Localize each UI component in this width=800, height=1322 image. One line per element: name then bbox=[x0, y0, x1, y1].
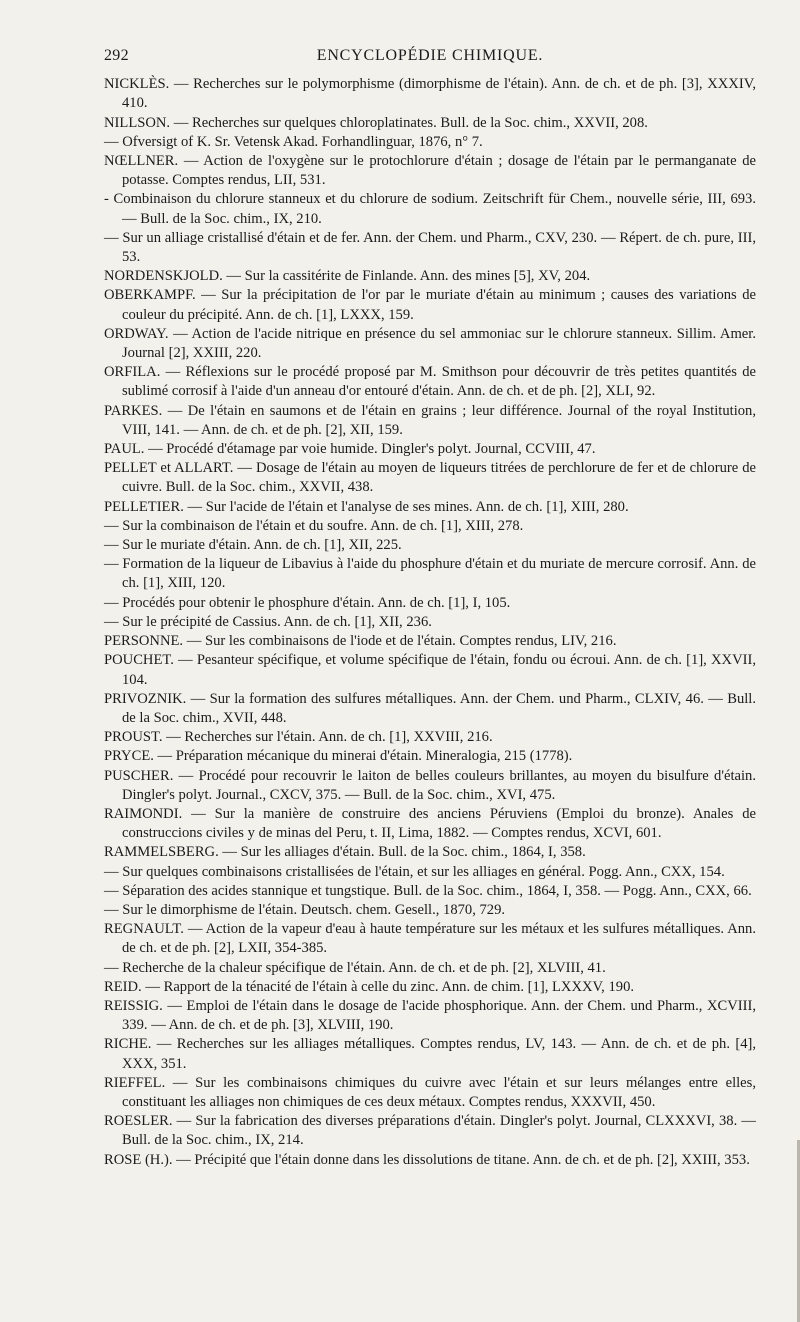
bibliography-entry: POUCHET. — Pesanteur spécifique, et volume spécifique de l'étain, fondu ou écroui. Ann. de ch. [1], XXVII, 104. bbox=[104, 652, 756, 688]
bibliography-entry: PERSONNE. — Sur les combinaisons de l'iode et de l'étain. Comptes rendus, LIV, 216. bbox=[104, 633, 617, 650]
bibliography-entry: — Sur le muriate d'étain. Ann. de ch. [1], XII, 225. bbox=[104, 537, 402, 554]
bibliography-entry: RAMMELSBERG. — Sur les alliages d'étain. Bull. de la Soc. chim., 1864, I, 358. bbox=[104, 844, 586, 861]
bibliography-entry: ORFILA. — Réflexions sur le procédé proposé par M. Smithson pour découvrir de très petites quantités de sublimé corrosif à l'aide d'un anneau d'or entouré d'étain. Ann. de ch. et de ph. [2], XLI, 92. bbox=[104, 364, 756, 400]
bibliography-entry: — Sur le précipité de Cassius. Ann. de ch. [1], XII, 236. bbox=[104, 613, 432, 630]
bibliography-entry: RICHE. — Recherches sur les alliages métalliques. Comptes rendus, LV, 143. — Ann. de ch. et de ph. [4], XXX, 351. bbox=[104, 1036, 756, 1072]
bibliography-entry: — Sur la combinaison de l'étain et du soufre. Ann. de ch. [1], XIII, 278. bbox=[104, 517, 524, 534]
bibliography-entry: NORDENSKJOLD. — Sur la cassitérite de Finlande. Ann. des mines [5], XV, 204. bbox=[104, 268, 591, 285]
bibliography-entry: PELLET et ALLART. — Dosage de l'étain au moyen de liqueurs titrées de perchlorure de fer et de chlorure de cuivre. Bull. de la Soc. chim., XXVII, 438. bbox=[104, 460, 756, 496]
page-body bbox=[104, 46, 756, 1170]
bibliography-entry: — Sur le dimorphisme de l'étain. Deutsch. chem. Gesell., 1870, 729. bbox=[104, 901, 506, 918]
bibliography-list bbox=[104, 75, 756, 1170]
bibliography-entry: REISSIG. — Emploi de l'étain dans le dosage de l'acide phosphorique. Ann. der Chem. und Pharm., XCVIII, 339. — Ann. de ch. et de ph. [3], XLVIII, 190. bbox=[104, 997, 756, 1034]
bibliography-entry: NŒLLNER. — Action de l'oxygène sur le protochlorure d'étain ; dosage de l'étain par le permanganate de potasse. Comptes rendus, LII, 531. bbox=[104, 153, 756, 189]
bibliography-entry: OBERKAMPF. — Sur la précipitation de l'or par le muriate d'étain au minimum ; causes des variations de couleur du précipité. Ann. de ch. [1], LXXX, 159. bbox=[104, 287, 756, 323]
bibliography-entry: PRIVOZNIK. — Sur la formation des sulfures métalliques. Ann. der Chem. und Pharm., CLXIV, 46. — Bull. de la Soc. chim., XVII, 448. bbox=[104, 690, 756, 726]
bibliography-entry: ROESLER. — Sur la fabrication des diverses préparations d'étain. Dingler's polyt. Journal, CLXXXVI, 38. — Bull. de la Soc. chim., IX, 214. bbox=[104, 1113, 756, 1149]
bibliography-entry: — Procédés pour obtenir le phosphure d'étain. Ann. de ch. [1], I, 105. bbox=[104, 594, 511, 611]
bibliography-entry: PELLETIER. — Sur l'acide de l'étain et l'analyse de ses mines. Ann. de ch. [1], XIII, 280. bbox=[104, 498, 629, 515]
bibliography-entry: PAUL. — Procédé d'étamage par voie humide. Dingler's polyt. Journal, CCVIII, 47. bbox=[104, 441, 596, 458]
bibliography-entry: REID. — Rapport de la ténacité de l'étain à celle du zinc. Ann. de chim. [1], LXXXV, 190. bbox=[104, 978, 635, 995]
running-title: ENCYCLOPÉDIE CHIMIQUE. bbox=[316, 47, 544, 64]
bibliography-entry: NICKLÈS. — Recherches sur le polymorphisme (dimorphisme de l'étain). Ann. de ch. et de ph. [3], XXXIV, 410. bbox=[104, 76, 756, 112]
bibliography-entry: PARKES. — De l'étain en saumons et de l'étain en grains ; leur différence. Journal of the royal Institution, VIII, 141. — Ann. de ch. et de ph. [2], XII, 159. bbox=[104, 402, 756, 438]
bibliography-entry: - Combinaison du chlorure stanneux et du chlorure de sodium. Zeitschrift für Chem., nouvelle série, III, 693. — Bull. de la Soc. chim., IX, 210. bbox=[104, 191, 756, 227]
bibliography-entry: RIEFFEL. — Sur les combinaisons chimiques du cuivre avec l'étain et sur leurs mélanges entre elles, constituant les alliages non chimiques de ces deux métaux. Comptes rendus, XXXVII, 450. bbox=[104, 1074, 756, 1110]
bibliography-entry: PROUST. — Recherches sur l'étain. Ann. de ch. [1], XXVIII, 216. bbox=[104, 729, 493, 746]
page-number: 292 bbox=[104, 47, 129, 64]
bibliography-entry: PUSCHER. — Procédé pour recouvrir le laiton de belles couleurs brillantes, au moyen du bisulfure d'étain. Dingler's polyt. Journal., CXCV, 375. — Bull. de la Soc. chim., XVI, 475. bbox=[104, 767, 756, 803]
bibliography-entry: — Sur quelques combinaisons cristallisées de l'étain, et sur les alliages en général. Pogg. Ann., CXX, 154. bbox=[104, 863, 725, 880]
bibliography-entry: RAIMONDI. — Sur la manière de construire des anciens Péruviens (Emploi du bronze). Anales de construccions civiles y de minas del Peru, t. II, Lima, 1882. — Comptes rendus, XCVI, 601. bbox=[104, 805, 756, 842]
bibliography-entry: REGNAULT. — Action de la vapeur d'eau à haute température sur les métaux et les sulfures métalliques. Ann. de ch. et de ph. [2], LXII, 354-385. bbox=[104, 921, 756, 957]
bibliography-entry: — Recherche de la chaleur spécifique de l'étain. Ann. de ch. et de ph. [2], XLVIII, 41. bbox=[104, 959, 606, 976]
bibliography-entry: — Séparation des acides stannique et tungstique. Bull. de la Soc. chim., 1864, I, 358. — Pogg. Ann., CXX, 66. bbox=[104, 882, 752, 899]
bibliography-entry: ORDWAY. — Action de l'acide nitrique en présence du sel ammoniac sur le chlorure stanneux. Sillim. Amer. Journal [2], XXIII, 220. bbox=[104, 325, 756, 362]
running-header bbox=[104, 46, 756, 65]
bibliography-entry: — Ofversigt of K. Sr. Vetensk Akad. Forhandlinguar, 1876, n° 7. bbox=[104, 133, 483, 150]
bibliography-entry: — Sur un alliage cristallisé d'étain et de fer. Ann. der Chem. und Pharm., CXV, 230. — Répert. de ch. pure, III, 53. bbox=[104, 229, 756, 266]
bibliography-entry: PRYCE. — Préparation mécanique du minerai d'étain. Mineralogia, 215 (1778). bbox=[104, 748, 573, 765]
bibliography-entry: NILLSON. — Recherches sur quelques chloroplatinates. Bull. de la Soc. chim., XXVII, 208. bbox=[104, 114, 648, 131]
bibliography-entry: ROSE (H.). — Précipité que l'étain donne dans les dissolutions de titane. Ann. de ch. et de ph. [2], XXIII, 353. bbox=[104, 1151, 750, 1168]
bibliography-entry: — Formation de la liqueur de Libavius à l'aide du phosphure d'étain et du muriate de mercure corrosif. Ann. de ch. [1], XIII, 120. bbox=[104, 556, 756, 592]
